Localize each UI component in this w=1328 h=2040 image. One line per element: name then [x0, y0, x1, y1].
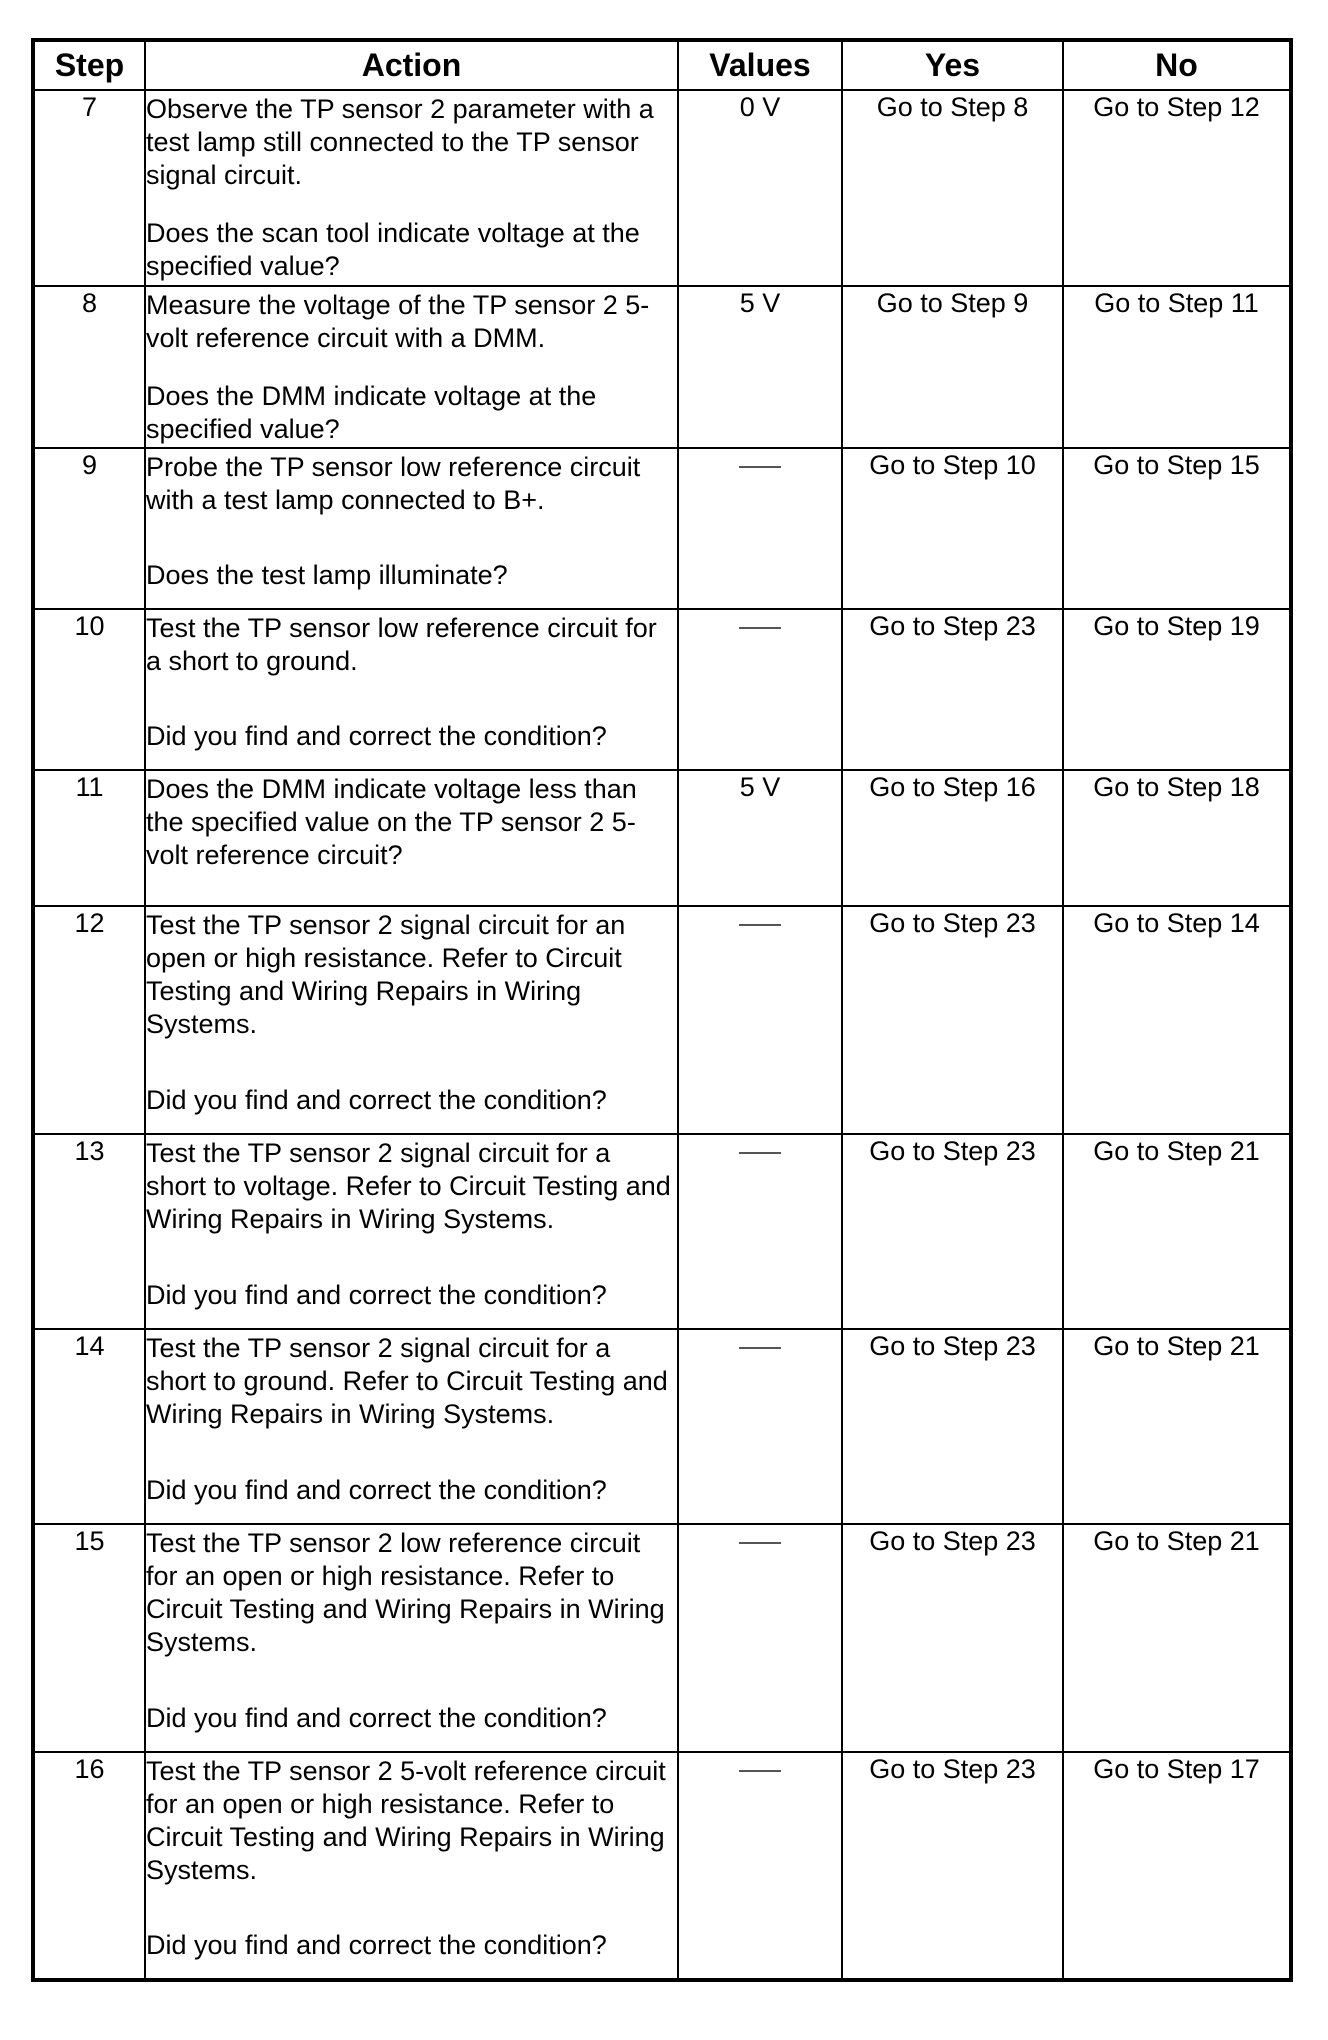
table-row [33, 1752, 1291, 1980]
action-cell [145, 1134, 678, 1329]
yes-outcome: Go to Step 23 [842, 609, 1063, 770]
action-question: Did you find and correct the condition? [146, 1703, 607, 1733]
action-content [146, 287, 677, 443]
no-outcome: Go to Step 21 [1063, 1524, 1291, 1752]
no-outcome: Go to Step 18 [1063, 770, 1291, 906]
header-step: Step [33, 40, 145, 90]
header-yes: Yes [842, 40, 1063, 90]
step-number: 11 [33, 770, 145, 906]
action-question: Did you find and correct the condition? [146, 721, 607, 751]
yes-outcome: Go to Step 23 [842, 1524, 1063, 1752]
action-cell [145, 770, 678, 906]
no-outcome: Go to Step 12 [1063, 90, 1291, 286]
action-cell [145, 906, 678, 1134]
action-content [146, 1330, 677, 1519]
step-number: 7 [33, 90, 145, 286]
table-row [33, 609, 1291, 770]
action-cell [145, 448, 678, 609]
value-cell [678, 1524, 842, 1752]
action-instruction: Test the TP sensor 2 signal circuit for an open or high resistance. Refer to Circuit Testing and Wiring Repairs in Wiring Systems. [146, 910, 626, 1039]
value-cell [678, 90, 842, 286]
action-instruction: Probe the TP sensor low reference circuit with a test lamp connected to B+. [146, 452, 641, 515]
step-number: 12 [33, 906, 145, 1134]
no-outcome: Go to Step 15 [1063, 448, 1291, 609]
no-outcome: Go to Step 14 [1063, 906, 1291, 1134]
action-content [146, 91, 677, 281]
action-cell [145, 90, 678, 286]
table-row [33, 1524, 1291, 1752]
yes-outcome: Go to Step 8 [842, 90, 1063, 286]
action-question: Does the scan tool indicate voltage at the specified value? [146, 218, 640, 281]
not-applicable-dash [739, 1542, 781, 1544]
not-applicable-dash [739, 924, 781, 926]
action-cell [145, 609, 678, 770]
header-action: Action [145, 40, 678, 90]
step-number: 8 [33, 286, 145, 448]
action-content [146, 1525, 677, 1747]
action-content [146, 1753, 677, 1974]
not-applicable-dash [739, 1770, 781, 1772]
table-row [33, 906, 1291, 1134]
value-cell [678, 448, 842, 609]
action-content [146, 771, 677, 901]
no-outcome: Go to Step 21 [1063, 1329, 1291, 1524]
value-cell [678, 1752, 842, 1980]
yes-outcome: Go to Step 16 [842, 770, 1063, 906]
no-outcome: Go to Step 21 [1063, 1134, 1291, 1329]
no-outcome: Go to Step 19 [1063, 609, 1291, 770]
yes-outcome: Go to Step 23 [842, 1329, 1063, 1524]
action-instruction: Observe the TP sensor 2 parameter with a test lamp still connected to the TP sensor signal circuit. [146, 94, 654, 190]
step-number: 15 [33, 1524, 145, 1752]
action-instruction: Test the TP sensor 2 5-volt reference circuit for an open or high resistance. Refer to Circuit Testing and Wiring Repairs in Wiring Systems. [146, 1756, 666, 1885]
action-instruction: Does the DMM indicate voltage less than the specified value on the TP sensor 2 5-volt reference circuit? [146, 774, 637, 870]
step-number: 10 [33, 609, 145, 770]
value-cell [678, 770, 842, 906]
yes-outcome: Go to Step 10 [842, 448, 1063, 609]
diagnostic-table-container [31, 38, 1289, 1982]
header-row [33, 40, 1291, 90]
table-row [33, 286, 1291, 448]
value-cell [678, 609, 842, 770]
action-content [146, 1135, 677, 1324]
table-row [33, 448, 1291, 609]
action-question: Did you find and correct the condition? [146, 1085, 607, 1115]
action-question: Does the test lamp illuminate? [146, 560, 508, 590]
header-no: No [1063, 40, 1291, 90]
table-row [33, 770, 1291, 906]
diagnostic-table [31, 38, 1293, 1982]
action-question: Does the DMM indicate voltage at the specified value? [146, 381, 597, 444]
action-content [146, 907, 677, 1129]
table-row [33, 1329, 1291, 1524]
action-cell [145, 1752, 678, 1980]
value-cell [678, 1329, 842, 1524]
yes-outcome: Go to Step 9 [842, 286, 1063, 448]
action-content [146, 449, 677, 604]
value-text: 0 V [739, 92, 781, 122]
value-cell [678, 1134, 842, 1329]
value-cell [678, 906, 842, 1134]
header-values: Values [678, 40, 842, 90]
step-number: 9 [33, 448, 145, 609]
action-content [146, 610, 677, 765]
table-row [33, 1134, 1291, 1329]
value-cell [678, 286, 842, 448]
not-applicable-dash [739, 1152, 781, 1154]
action-instruction: Test the TP sensor low reference circuit for a short to ground. [146, 613, 657, 676]
yes-outcome: Go to Step 23 [842, 1752, 1063, 1980]
table-row [33, 90, 1291, 286]
value-text: 5 V [739, 288, 781, 318]
action-cell [145, 286, 678, 448]
action-question: Did you find and correct the condition? [146, 1930, 607, 1960]
not-applicable-dash [739, 466, 781, 468]
action-question: Did you find and correct the condition? [146, 1475, 607, 1505]
not-applicable-dash [739, 1347, 781, 1349]
action-instruction: Measure the voltage of the TP sensor 2 5-volt reference circuit with a DMM. [146, 290, 650, 353]
not-applicable-dash [739, 627, 781, 629]
action-instruction: Test the TP sensor 2 low reference circuit for an open or high resistance. Refer to Circuit Testing and Wiring Repairs in Wiring Systems. [146, 1528, 665, 1657]
action-cell [145, 1329, 678, 1524]
step-number: 16 [33, 1752, 145, 1980]
value-text: 5 V [739, 772, 781, 802]
action-question: Did you find and correct the condition? [146, 1280, 607, 1310]
action-instruction: Test the TP sensor 2 signal circuit for a short to ground. Refer to Circuit Testing and Wiring Repairs in Wiring Systems. [146, 1333, 668, 1429]
yes-outcome: Go to Step 23 [842, 1134, 1063, 1329]
step-number: 14 [33, 1329, 145, 1524]
no-outcome: Go to Step 11 [1063, 286, 1291, 448]
no-outcome: Go to Step 17 [1063, 1752, 1291, 1980]
yes-outcome: Go to Step 23 [842, 906, 1063, 1134]
action-cell [145, 1524, 678, 1752]
action-instruction: Test the TP sensor 2 signal circuit for a short to voltage. Refer to Circuit Testing and Wiring Repairs in Wiring Systems. [146, 1138, 671, 1234]
table-body [33, 90, 1291, 1980]
step-number: 13 [33, 1134, 145, 1329]
